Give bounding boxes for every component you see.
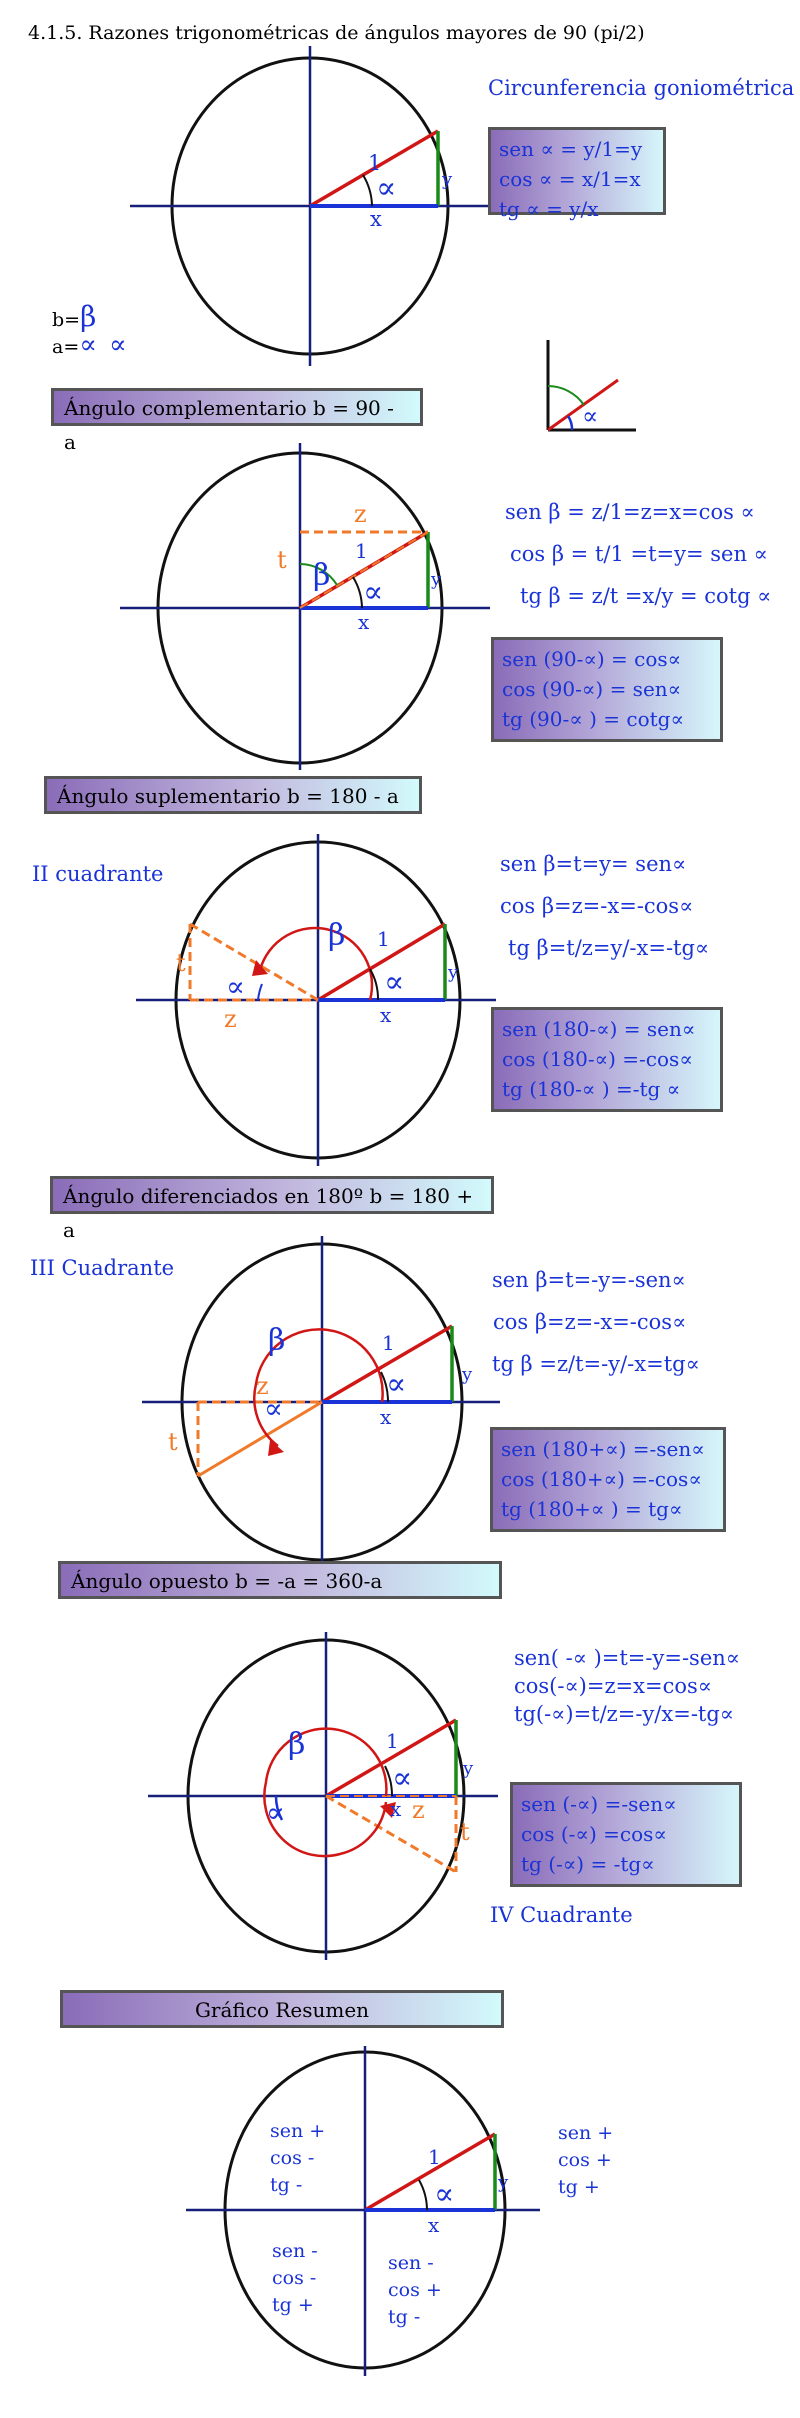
- svg-text:t: t: [168, 1428, 178, 1456]
- equation-line: tg β = z/t =x/y = cotg ∝: [520, 584, 772, 608]
- svg-text:∝: ∝: [434, 2177, 455, 2212]
- equation-line: sen β=t=-y=-sen∝: [492, 1268, 686, 1292]
- equation-line: cos β=z=-x=-cos∝: [493, 1310, 687, 1334]
- legend-a: [52, 330, 127, 360]
- equation-line: tg β=t/z=y/-x=-tg∝: [508, 936, 710, 960]
- formula-line: sen ∝ = y/1=y: [499, 137, 643, 161]
- formula-line: cos ∝ = x/1=x: [499, 167, 641, 191]
- svg-text:1: 1: [377, 927, 390, 951]
- formula-line: tg (90-∝ ) = cotg∝: [502, 707, 684, 731]
- formula-line: cos (180+∝) =-cos∝: [501, 1467, 702, 1491]
- formula-box-basic: [488, 127, 666, 221]
- quadrant-iv-signs: [388, 2250, 442, 2331]
- sign-line: tg +: [558, 2176, 600, 2198]
- svg-text:β: β: [328, 918, 346, 953]
- formula-line: tg (180-∝ ) =-tg ∝: [502, 1077, 681, 1101]
- formula-line: sen (90-∝) = cos∝: [502, 647, 682, 671]
- equation-line: sen β=t=y= sen∝: [500, 852, 687, 876]
- formula-line: sen (180-∝) = sen∝: [502, 1017, 696, 1041]
- svg-text:∝: ∝: [392, 1761, 413, 1796]
- svg-text:x: x: [358, 610, 370, 634]
- svg-text:z: z: [256, 1372, 269, 1400]
- alpha-symbol: ∝: [108, 330, 127, 360]
- svg-text:z: z: [412, 1796, 425, 1824]
- equation-line: sen( -∝ )=t=-y=-sen∝: [514, 1646, 740, 1670]
- formula-line: sen (180+∝) =-sen∝: [501, 1437, 705, 1461]
- svg-text:x: x: [380, 1405, 392, 1429]
- summary-diagram: [0, 2040, 800, 2400]
- svg-text:∝: ∝: [363, 575, 384, 610]
- svg-text:β: β: [288, 1727, 306, 1762]
- banner-diferenciados: Ángulo diferenciados en 180º b = 180 + a: [50, 1176, 494, 1214]
- complementary-angle-sketch: [530, 330, 640, 440]
- svg-text:y: y: [448, 962, 459, 983]
- svg-text:∝: ∝: [386, 1367, 407, 1402]
- svg-text:1: 1: [368, 151, 382, 175]
- svg-text:y: y: [431, 569, 442, 590]
- svg-text:∝: ∝: [226, 970, 245, 1003]
- alpha-symbol: ∝: [79, 330, 97, 360]
- formula-box-opposite: [510, 1782, 742, 1887]
- sign-line: sen -: [388, 2252, 434, 2274]
- svg-text:∝: ∝: [384, 965, 405, 1000]
- page-title: 4.1.5. Razones trigonométricas de ángulos mayores de 90 (pi/2): [28, 22, 645, 44]
- svg-text:1: 1: [386, 1729, 399, 1753]
- sign-line: tg -: [270, 2174, 303, 2196]
- svg-text:x: x: [370, 207, 382, 231]
- caption-quadrant-ii: II cuadrante: [32, 862, 164, 886]
- banner-opuesto: Ángulo opuesto b = -a = 360-a: [58, 1561, 502, 1599]
- formula-line: tg (180+∝ ) = tg∝: [501, 1497, 683, 1521]
- caption-quadrant-iv: IV Cuadrante: [490, 1903, 633, 1927]
- formula-line: cos (-∝) =cos∝: [521, 1822, 667, 1846]
- svg-text:y: y: [462, 1364, 473, 1385]
- equation-line: cos(-∝)=z=x=cos∝: [514, 1674, 712, 1698]
- svg-text:y: y: [498, 2172, 509, 2193]
- svg-text:1: 1: [382, 1331, 395, 1355]
- sign-line: cos +: [558, 2149, 612, 2171]
- formula-line: cos (90-∝) = sen∝: [502, 677, 682, 701]
- sign-line: tg +: [272, 2294, 314, 2316]
- equation-line: tg(-∝)=t/z=-y/x=-tg∝: [514, 1702, 735, 1726]
- svg-text:β: β: [313, 558, 331, 593]
- sign-line: tg -: [388, 2306, 421, 2328]
- caption-circunferencia: Circunferencia goniométrica: [488, 76, 795, 100]
- sign-line: cos +: [388, 2279, 442, 2301]
- legend-a-label: a=: [52, 336, 80, 358]
- formula-line: tg (-∝) = -tg∝: [521, 1852, 655, 1876]
- equation-line: cos β=z=-x=-cos∝: [500, 894, 694, 918]
- equation-line: cos β = t/1 =t=y= sen ∝: [510, 542, 768, 566]
- caption-quadrant-iii: III Cuadrante: [30, 1256, 175, 1280]
- quadrant-iii-signs: [272, 2238, 318, 2319]
- banner-suplementario: Ángulo suplementario b = 180 - a: [44, 776, 422, 814]
- svg-text:∝: ∝: [582, 402, 599, 430]
- formula-line: cos (180-∝) =-cos∝: [502, 1047, 693, 1071]
- quadrant-i-signs: [558, 2120, 613, 2201]
- formula-box-complementary: [491, 637, 723, 742]
- svg-text:x: x: [380, 1003, 392, 1027]
- svg-text:t: t: [176, 949, 186, 977]
- svg-text:∝: ∝: [266, 1796, 285, 1829]
- beta-symbol: β: [80, 300, 97, 333]
- sign-line: sen -: [272, 2240, 318, 2262]
- svg-text:y: y: [463, 1758, 474, 1779]
- svg-text:1: 1: [355, 539, 368, 563]
- svg-text:z: z: [224, 1005, 237, 1033]
- svg-text:β: β: [268, 1323, 286, 1358]
- formula-box-supplementary: [491, 1007, 723, 1112]
- svg-text:x: x: [428, 2213, 440, 2237]
- svg-text:t: t: [277, 546, 287, 574]
- formula-line: tg ∝ = y/x: [499, 197, 599, 221]
- sign-line: cos -: [270, 2147, 315, 2169]
- svg-text:y: y: [442, 169, 453, 190]
- sign-line: sen +: [270, 2120, 326, 2142]
- svg-text:1: 1: [428, 2145, 441, 2169]
- svg-text:z: z: [354, 500, 367, 528]
- svg-text:∝: ∝: [376, 171, 397, 206]
- quadrant-ii-signs: [270, 2118, 325, 2199]
- formula-box-180-plus: [490, 1427, 726, 1532]
- legend-b-label: b=: [52, 309, 81, 331]
- sign-line: cos -: [272, 2267, 317, 2289]
- equation-line: tg β =z/t=-y/-x=tg∝: [492, 1352, 700, 1376]
- formula-line: sen (-∝) =-sen∝: [521, 1792, 677, 1816]
- banner-resumen: Gráfico Resumen: [60, 1990, 504, 2028]
- svg-text:∝: ∝: [264, 1392, 283, 1425]
- svg-text:x: x: [390, 1797, 402, 1821]
- equation-line: sen β = z/1=z=x=cos ∝: [505, 500, 755, 524]
- svg-text:t: t: [460, 1818, 470, 1846]
- sign-line: sen +: [558, 2122, 614, 2144]
- banner-complementario: Ángulo complementario b = 90 - a: [51, 388, 423, 426]
- legend-b: [52, 300, 96, 333]
